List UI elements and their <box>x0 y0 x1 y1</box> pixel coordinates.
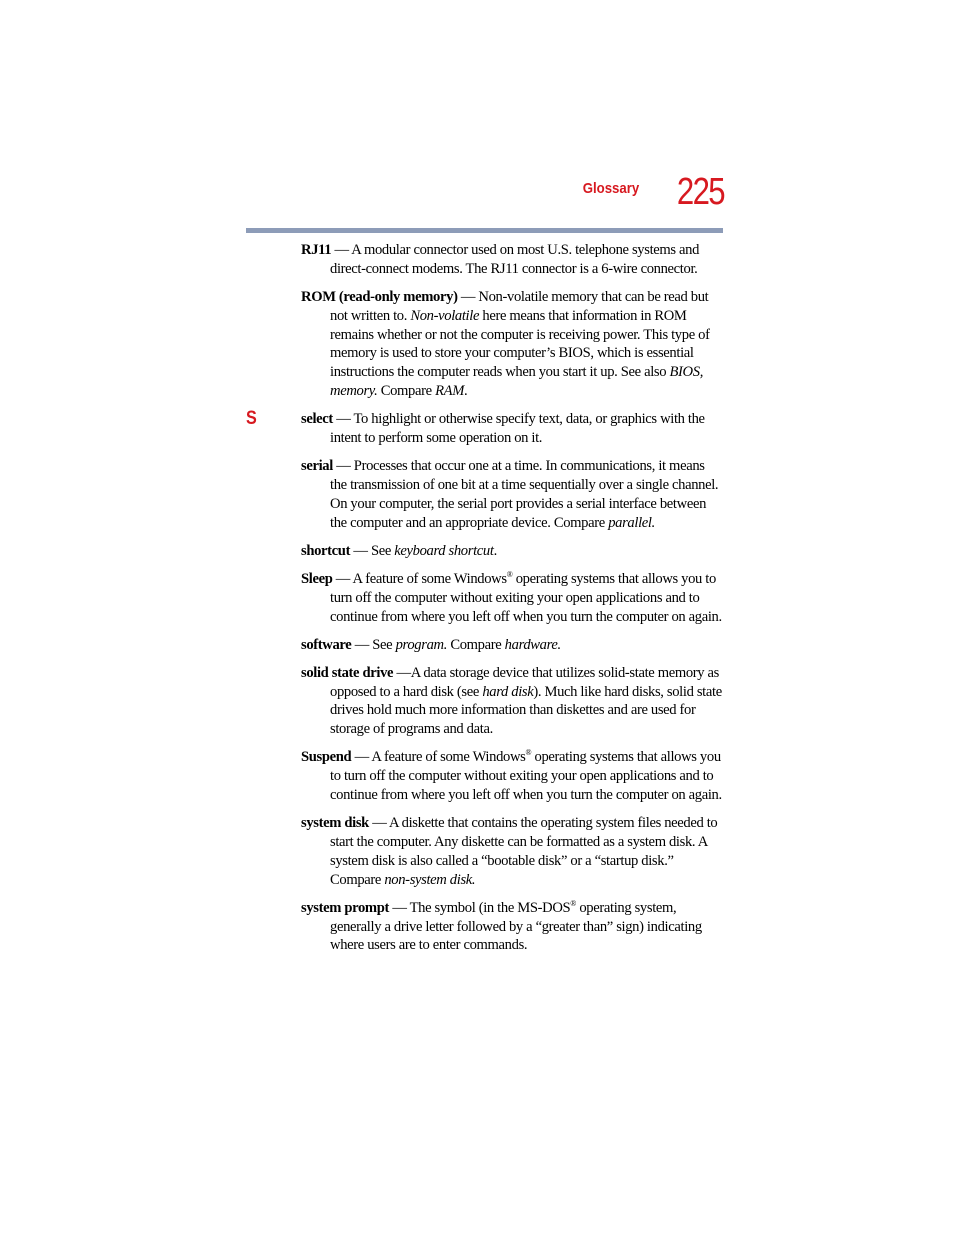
entry-term: system prompt <box>301 899 390 916</box>
entry-term: RJ11 <box>301 242 332 258</box>
entry-cross-reference: non-system disk. <box>384 871 476 888</box>
entry-definition: A data storage device that utilizes solid-state memory as opposed to a hard disk (see <box>330 664 720 700</box>
glossary-entry-shortcut <box>301 542 722 561</box>
entry-separator: — <box>332 458 354 475</box>
entry-italic: Non-volatile <box>410 307 480 324</box>
header-rule <box>246 228 723 233</box>
entry-term: solid state drive <box>301 664 394 681</box>
registered-mark: ® <box>570 898 577 908</box>
entry-definition: ). Much like hard disks, solid state drives hold much more information than diskettes and are used for storage of programs and data. <box>330 683 722 738</box>
entry-cross-reference: keyboard shortcut <box>394 542 494 559</box>
glossary-entry-sleep <box>301 570 722 626</box>
entry-separator: — <box>457 288 479 305</box>
glossary-entry-software <box>301 636 722 655</box>
registered-mark: ® <box>506 569 513 579</box>
entry-definition: . <box>493 542 497 559</box>
entry-cross-reference: RAM <box>435 382 464 399</box>
entry-definition: See <box>370 542 395 559</box>
entry-term: shortcut <box>301 542 351 559</box>
entry-cross-reference: parallel. <box>608 514 655 531</box>
glossary-entry-rom <box>301 288 722 401</box>
entry-definition: See <box>372 636 396 653</box>
running-header <box>520 180 639 198</box>
entry-definition: The symbol (in the MS-DOS <box>409 899 571 916</box>
entry-separator: — <box>351 749 372 766</box>
entry-definition: Compare <box>377 382 436 399</box>
entry-definition: operating system, generally a drive letter followed by a “greater than” sign) indicating where users are to enter commands. <box>330 899 702 954</box>
entry-definition: Non-volatile memory that can be read but not written to. <box>330 288 709 324</box>
glossary-entry-suspend <box>301 748 722 804</box>
entry-separator: — <box>389 899 410 916</box>
entry-separator: — <box>350 542 371 559</box>
page-number: 225 <box>676 171 724 213</box>
glossary-entry-serial <box>301 457 722 532</box>
entry-cross-reference: BIOS, memory. <box>330 364 703 399</box>
entry-cross-reference: hardware. <box>504 636 561 653</box>
glossary-entry-system-prompt <box>301 899 722 955</box>
section-title: Glossary <box>582 180 639 197</box>
entry-definition: A feature of some Windows <box>371 749 526 766</box>
entry-term: serial <box>301 458 333 475</box>
entry-separator: — <box>332 570 353 587</box>
entry-separator: — <box>351 636 373 653</box>
entry-separator: — <box>332 411 354 428</box>
entry-definition: A modular connector used on most U.S. telephone systems and direct-connect modems. The RJ11 connector is a 6-wire connector. <box>330 242 700 277</box>
entry-definition: . <box>464 382 468 399</box>
entry-definition: Processes that occur one at a time. In communications, it means the transmission of one bit at a time sequentially over a single channel. On your computer, the serial port provides a serial interface between the computer and an appropriate device. Compare <box>330 458 719 531</box>
glossary-entry-solid-state-drive <box>301 664 722 739</box>
entry-definition: To highlight or otherwise specify text, data, or graphics with the intent to perform some operation on it. <box>330 411 705 446</box>
entry-definition: Compare <box>447 636 505 653</box>
glossary-entries <box>301 241 722 965</box>
entry-definition: operating systems that allows you to turn off the computer without exiting your open applications and to continue from where you left off when you turn the computer on again. <box>330 570 722 625</box>
entry-separator: — <box>331 242 352 258</box>
glossary-entry-rj11 <box>301 241 722 279</box>
glossary-entry-select <box>301 410 722 448</box>
entry-term: system disk <box>301 815 369 832</box>
entry-cross-reference: program. <box>395 636 448 653</box>
entry-term: select <box>301 411 333 428</box>
glossary-entry-system-disk <box>301 814 722 889</box>
entry-term: Sleep <box>301 570 333 587</box>
entry-definition: operating systems that allows you to turn off the computer without exiting your open applications and to continue from where you left off when you turn the computer on again. <box>330 749 722 804</box>
registered-mark: ® <box>525 748 532 758</box>
entry-term: ROM (read-only memory) <box>301 288 458 305</box>
entry-definition: A feature of some Windows <box>352 570 507 587</box>
section-letter: S <box>246 408 257 429</box>
entry-definition: A diskette that contains the operating system files needed to start the computer. Any diskette can be formatted as a system disk. A system disk is also called a “bootable disk” or a “startup disk.” Compare <box>330 815 718 888</box>
entry-term: Suspend <box>301 749 352 766</box>
entry-definition: here means that information in ROM remains whether or not the computer is receiving power. This type of memory is used to store your computer’s BIOS, which is essential instructions the computer reads when you start it up. See also <box>330 307 710 381</box>
entry-separator: — <box>393 664 411 681</box>
entry-term: software <box>301 636 352 653</box>
entry-separator: — <box>368 815 389 832</box>
entry-cross-reference: hard disk <box>482 683 534 700</box>
